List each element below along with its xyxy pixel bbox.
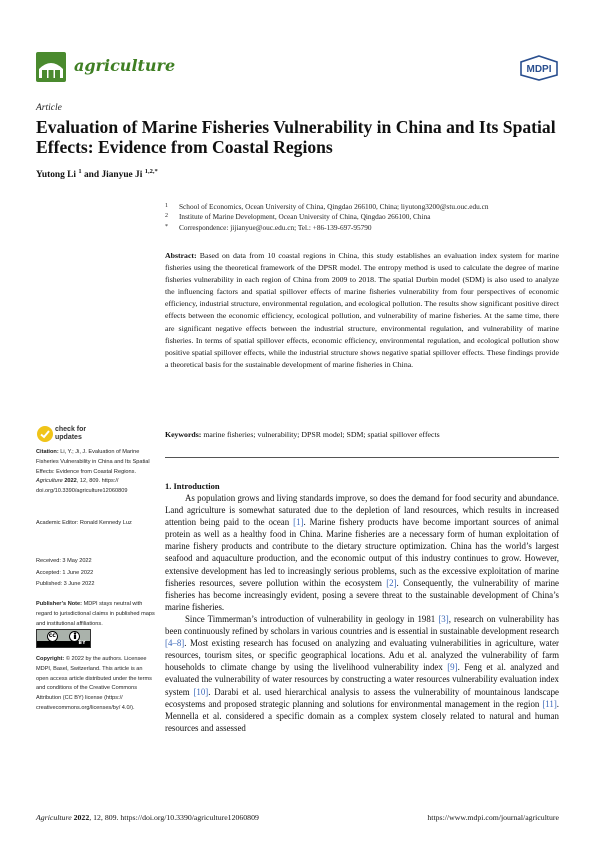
footer-doi: , 12, 809. https://doi.org/10.3390/agriculture12060809 [89, 813, 259, 822]
paragraph-text: , research on vulnerability has been continuously refined by scholars in various countries and is essential in sustainable development research [165, 613, 559, 637]
abstract [165, 250, 559, 371]
author-affiliation-mark: 1 [78, 168, 82, 175]
reference-link[interactable]: [2] [386, 577, 397, 588]
affiliation-mark: 2 [165, 213, 168, 219]
accepted-date: Accepted: 1 June 2022 [36, 570, 94, 576]
paragraph-text: . Mennella et al. considered a specific domain as a complex system closely related to natural and human resources and assessed [165, 698, 559, 733]
publisher-note-text: MDPI stays neutral with regard to jurisdictional claims in published maps and institutional affiliations. [36, 601, 155, 627]
reference-link[interactable]: [1] [293, 517, 304, 528]
citation-year: 2022 [64, 478, 77, 485]
abstract-text: Based on data from 10 coastal regions in China, this study establishes an evaluation index system for marine fisheries using the theoretical framework of the DPSR model. The entropy method is used to calculate the degree of marine fisheries vulnerability in each region of China from 2009 to 2018. The spatial Durbin model (SDM) is also used to analyze the influencing factors and spatial spillover effects of marine fisheries vulnerability from four perspectives of economic efficiency, industrial structure, environmental regulation, and ecological pollution. The results show significant positive direct effects between the economic efficiency, ecological pollution, and vulnerability of marine fisheries. At the same time, there are significant negative effects between the industrial structure, environmental regulation, and vulnerability of marine fisheries. In terms of spatial spillover effects, economic efficiency, environmental regulation, and ecological pollution show positive spatial spillover effects, while the industrial structure shows negative spatial spillover effects. These findings provide a theoretical basis for the sustainable development of marine fisheries in China. [165, 251, 559, 369]
author-list [36, 168, 158, 180]
abstract-label: Abstract: [165, 251, 197, 260]
footer-year: 2022 [73, 813, 90, 822]
author-name[interactable]: Jianyue Ji [101, 170, 143, 181]
keywords-label: Keywords: [165, 430, 202, 439]
affiliation-mark: * [165, 224, 168, 230]
citation-block [36, 448, 156, 497]
paragraph-text: . Feng et al. analyzed and evaluated the vulnerability of water resources by constructing a water resources vulnerability evaluation index system [165, 662, 559, 697]
copyright-text: © 2022 by the authors. Licensee MDPI, Basel, Switzerland. This article is an open access article distributed under the terms and conditions of the Creative Commons Attribution (CC BY) license (https:// creativecommons.org/licenses/by/ 4.0/). [36, 656, 152, 711]
published-date: Published: 3 June 2022 [36, 581, 95, 587]
received-date: Received: 3 May 2022 [36, 558, 92, 564]
paragraph-text: . Consequently, the vulnerability of marine fisheries has become increasingly evident, posing a severe threat to the sustainable development of China’s marine fisheries. [165, 577, 559, 612]
mdpi-logo-text: MDPI [526, 64, 552, 75]
introduction-body [165, 492, 559, 734]
reference-link[interactable]: [4–8] [165, 638, 185, 649]
author-conjunction: and [83, 170, 100, 181]
check-updates-line: updates [55, 434, 82, 441]
reference-link[interactable]: [9] [447, 662, 458, 673]
keywords-text: marine fisheries; vulnerability; DPSR model; SDM; spatial spillover effects [203, 430, 440, 439]
journal-header [36, 52, 559, 86]
paragraph-text: . Darabi et al. used hierarchical analysis to assess the vulnerability of mountainous landscape ecosystems and proposed strategic planning and solutions for environmental management in the region [165, 686, 559, 709]
footer-citation[interactable] [36, 813, 259, 822]
correspondence-text: Correspondence: jijianyue@ouc.edu.cn; Tel.: +86-139-697-95790 [179, 223, 372, 232]
citation-label: Citation: [36, 449, 59, 455]
journal-name: agriculture [74, 56, 176, 75]
paragraph-text: . Most existing research has focused on analyzing and evaluating vulnerabilities in agriculture, water resources, tourism sites, or specific geographical locations. Adu et al. analyzed the vulnerability of farm households to climate change by using the livelihood vulnerability index [165, 638, 559, 673]
creative-commons-icon: cc [47, 631, 58, 642]
section-heading: 1. Introduction [165, 481, 220, 491]
paragraph-text: As population grows and living standards improve, so does the demand for food security and abundance. Land agriculture is somewhat saturated due to the depletion of land resources, which results in increased attention being paid to the ocean [165, 493, 559, 528]
cc-license-badge[interactable] [36, 629, 91, 648]
check-updates-line: check for [55, 426, 87, 433]
paragraph [165, 613, 559, 734]
citation-doi[interactable]: , 12, 809. https:// doi.org/10.3390/agriculture12060809 [36, 478, 128, 495]
check-for-updates-badge[interactable] [36, 424, 96, 446]
agriculture-logo-icon [36, 52, 66, 82]
affiliation-text: School of Economics, Ocean University of China, Qingdao 266100, China; liyutong3200@stu.ouc.edu.cn [179, 202, 489, 211]
publisher-note-label: Publisher’s Note: [36, 601, 83, 607]
paragraph [165, 492, 559, 613]
check-updates-label [55, 426, 86, 442]
copyright-notice [36, 655, 156, 714]
footer-journal-url[interactable]: https://www.mdpi.com/journal/agriculture [427, 813, 559, 822]
academic-editor: Academic Editor: Ronald Kennedy Luz [36, 520, 132, 526]
article-title: Evaluation of Marine Fisheries Vulnerability in China and Its Spatial Effects: Evidence from Coastal Regions [36, 117, 556, 157]
paragraph-text: Since Timmerman’s introduction of vulnerability in geology in 1981 [185, 613, 439, 624]
check-updates-icon [36, 425, 54, 443]
attribution-person-icon [69, 631, 80, 642]
author-affiliation-mark: 1,2,* [144, 168, 158, 175]
affiliation-text: Institute of Marine Development, Ocean University of China, Qingdao 266100, China [179, 212, 431, 221]
article-type: Article [36, 103, 62, 113]
section-divider [165, 457, 559, 458]
publisher-note [36, 600, 156, 629]
reference-link[interactable]: [10] [193, 686, 209, 697]
affiliation-mark: 1 [165, 203, 168, 209]
author-name[interactable]: Yutong Li [36, 170, 77, 181]
mdpi-logo[interactable] [519, 55, 559, 81]
reference-link[interactable]: [11] [542, 698, 557, 709]
reference-link[interactable]: [3] [438, 613, 449, 624]
footer-journal: Agriculture [36, 813, 72, 822]
citation-journal: Agriculture [36, 478, 63, 485]
cc-by-label: BY [37, 641, 90, 647]
copyright-label: Copyright: [36, 656, 65, 662]
keywords [165, 430, 559, 439]
citation-text: Li, Y.; Ji, J. Evaluation of Marine Fisheries Vulnerability in China and Its Spatial Effects: Evidence from Coastal Regions. [36, 449, 150, 475]
paragraph-text: . Marine fishery products have become important sources of animal protein as well as a healthy food in China. Marine fisheries are a necessary form of human exploitation of marine fishery products and contribute to the dietary structure optimization. China has the world’s largest seafood and aquaculture production, and the economic output of this industry continues to grow. However, extensive development has led to increasingly serious problems, such as the excessive exploitation of marine fisheries resources, severe pollution within the ecosystem [165, 517, 559, 588]
